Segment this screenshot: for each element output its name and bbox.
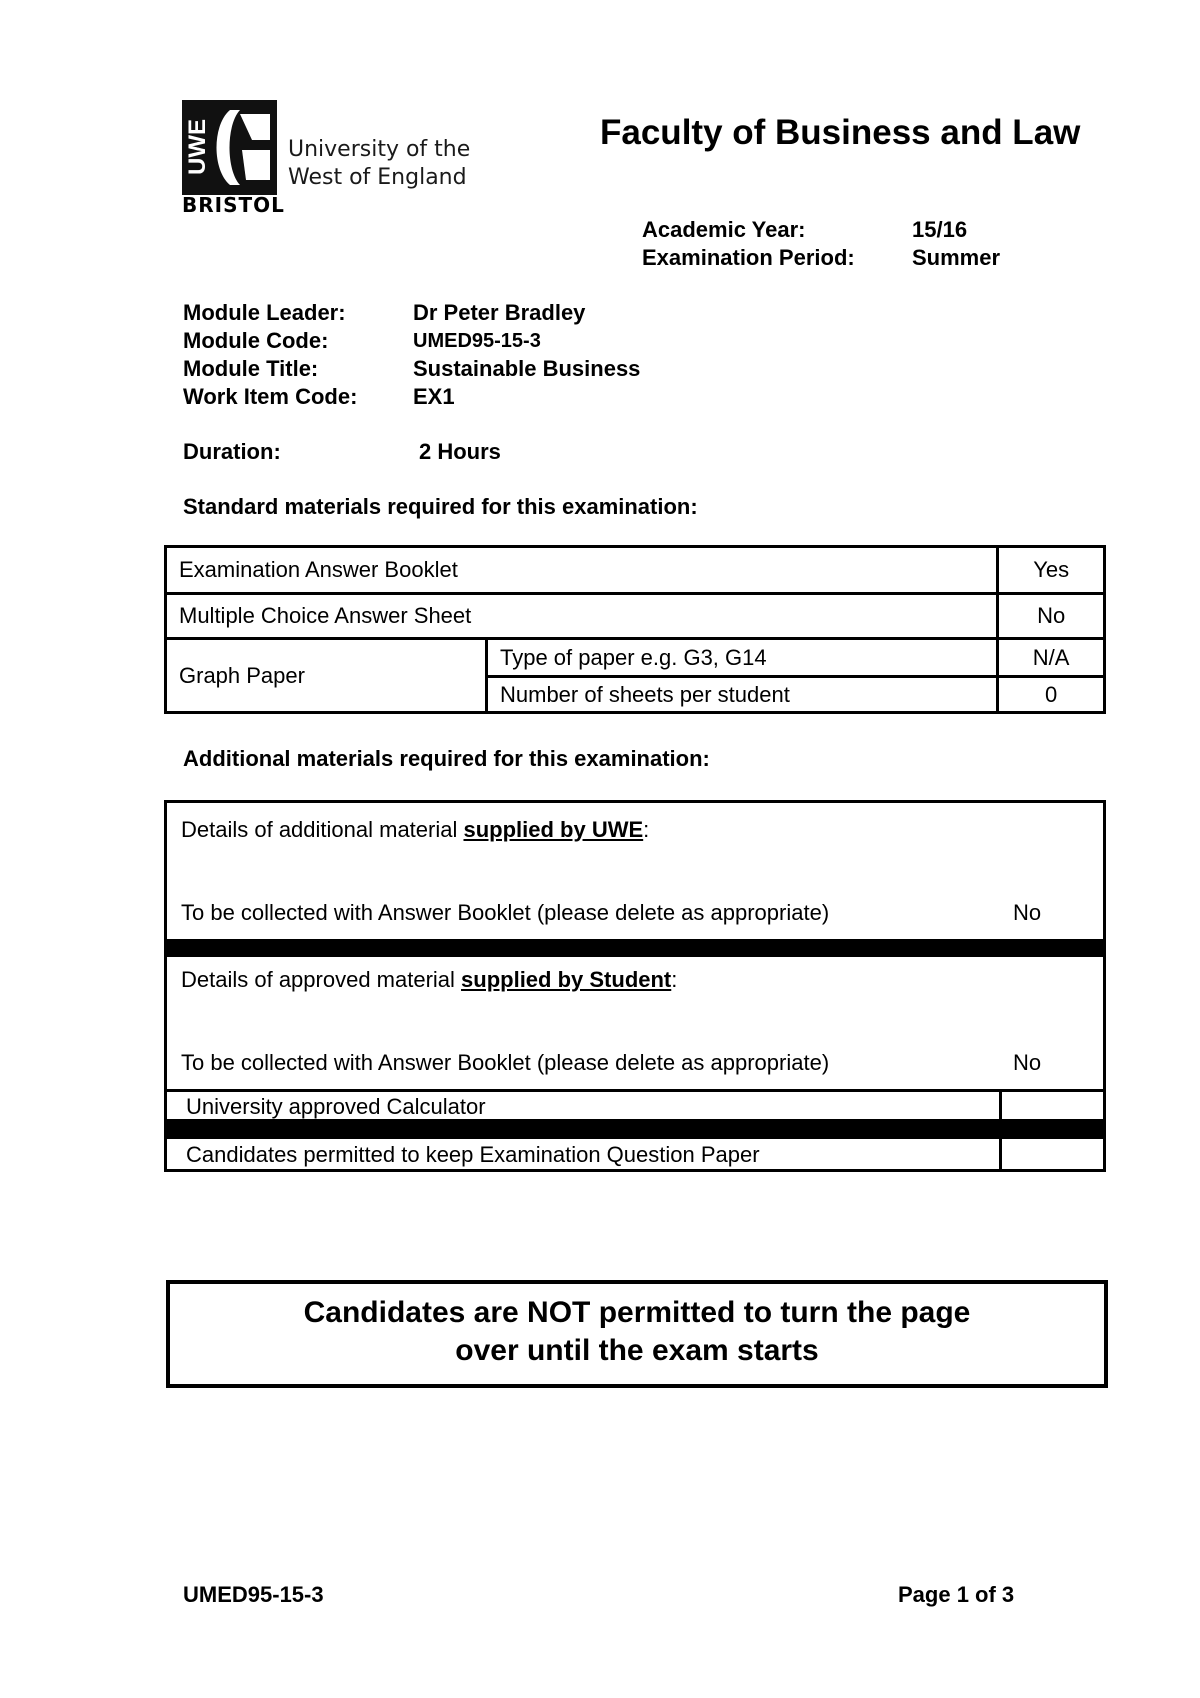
logo-line2: West of England (288, 165, 467, 190)
student-material-prefix: Details of approved material (181, 967, 462, 992)
module-title-value: Sustainable Business (413, 356, 641, 381)
graph-type-value: N/A (998, 639, 1105, 677)
table-row (166, 594, 1105, 639)
standard-materials-heading: Standard materials required for this examination: (183, 494, 698, 519)
additional-materials-box (164, 800, 1106, 1172)
work-item-code-value: EX1 (413, 384, 455, 409)
footer-page-number: Page 1 of 3 (898, 1582, 1015, 1607)
column-divider (999, 1089, 1002, 1119)
section-divider (167, 1119, 1103, 1139)
student-material-emphasis: supplied by Student (461, 967, 672, 992)
exam-period-label: Examination Period: (642, 245, 855, 270)
mcq-value: No (998, 594, 1105, 639)
logo-line1: University of the (288, 137, 471, 162)
exam-notice-box (166, 1280, 1108, 1388)
graph-type-label: Type of paper e.g. G3, G14 (487, 639, 998, 677)
logo-city: BRISTOL (182, 193, 285, 217)
student-collect-text: To be collected with Answer Booklet (please delete as appropriate) (181, 1050, 830, 1075)
section-divider (167, 939, 1103, 957)
university-logo (182, 100, 482, 215)
uwe-collect-text: To be collected with Answer Booklet (please delete as appropriate) (181, 900, 830, 925)
booklet-value: Yes (998, 547, 1105, 594)
exam-period-value: Summer (912, 245, 1001, 270)
graph-paper-label: Graph Paper (166, 639, 487, 713)
graph-sheets-label: Number of sheets per student (487, 677, 998, 713)
row-divider (167, 1089, 1103, 1092)
keep-paper-label: Candidates permitted to keep Examination Question Paper (186, 1142, 760, 1167)
faculty-title: Faculty of Business and Law (600, 113, 1081, 152)
calculator-label: University approved Calculator (186, 1094, 486, 1119)
uwe-collect-value: No (1013, 900, 1042, 925)
booklet-label: Examination Answer Booklet (166, 547, 998, 594)
table-row (166, 639, 1105, 677)
logo-mark: UWE (184, 119, 211, 176)
module-code-value: UMED95-15-3 (413, 330, 541, 352)
module-leader-value: Dr Peter Bradley (413, 300, 586, 325)
table-row (166, 547, 1105, 594)
work-item-code-label: Work Item Code: (183, 384, 358, 409)
notice-line1: Candidates are NOT permitted to turn the page (303, 1296, 971, 1329)
module-code-label: Module Code: (183, 328, 329, 353)
uwe-material-details (181, 817, 649, 843)
column-divider (999, 1139, 1002, 1169)
academic-year-value: 15/16 (912, 217, 968, 242)
graph-sheets-value: 0 (998, 677, 1105, 713)
uwe-material-emphasis: supplied by UWE (463, 817, 644, 842)
student-material-details (181, 967, 677, 993)
student-material-suffix: : (671, 967, 678, 992)
duration-value: 2 Hours (419, 439, 501, 464)
duration-label: Duration: (183, 439, 281, 464)
standard-materials-table (164, 545, 1106, 714)
module-leader-label: Module Leader: (183, 300, 346, 325)
additional-materials-heading: Additional materials required for this examination: (183, 746, 710, 771)
footer-module-code: UMED95-15-3 (183, 1582, 324, 1607)
academic-year-label: Academic Year: (642, 217, 806, 242)
notice-line2: over until the exam starts (455, 1334, 819, 1367)
uwe-material-prefix: Details of additional material (181, 817, 464, 842)
mcq-label: Multiple Choice Answer Sheet (166, 594, 998, 639)
uwe-material-suffix: : (643, 817, 650, 842)
student-collect-value: No (1013, 1050, 1042, 1075)
module-title-label: Module Title: (183, 356, 319, 381)
